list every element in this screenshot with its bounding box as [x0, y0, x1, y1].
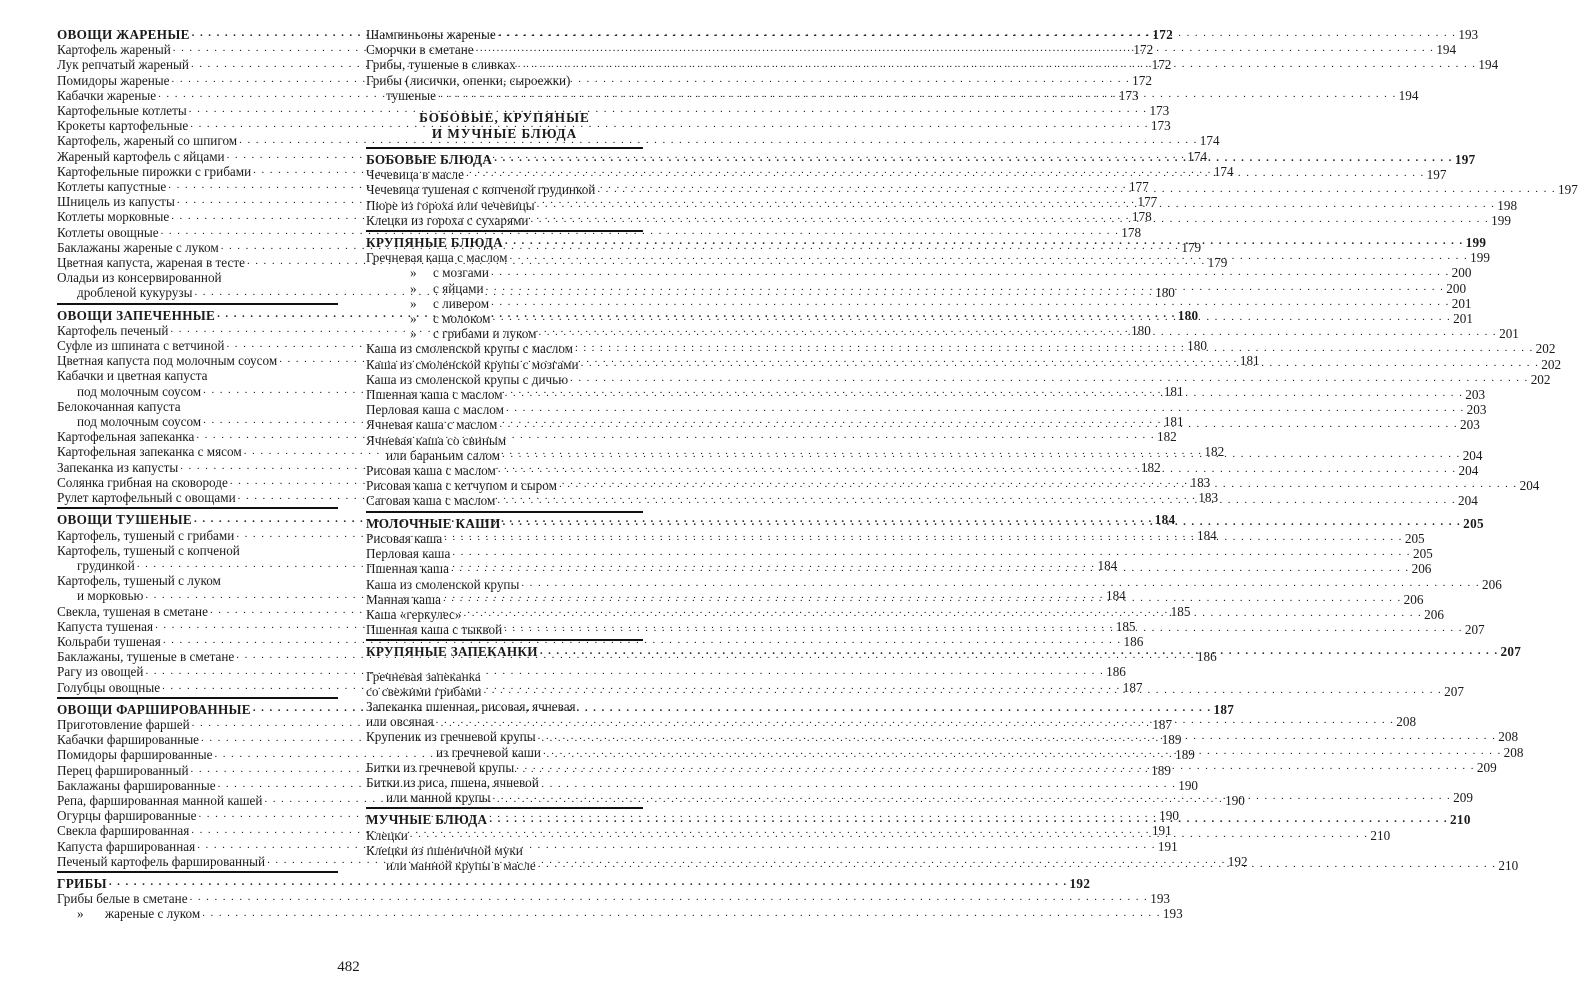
entry-title: Ячневая каша с маслом [366, 417, 498, 433]
heading-title: МОЛОЧНЫЕ КАШИ [366, 515, 501, 531]
page-ref: 181 [1239, 353, 1260, 369]
entry-title: с молоком [433, 311, 491, 327]
page-ref: 202 [1541, 356, 1562, 372]
leader-dots [503, 516, 1462, 531]
toc-entry[interactable] [57, 633, 1144, 649]
entry-title: Пшенная каша [366, 561, 449, 577]
entry-title: Картофельные пирожки с грибами [57, 163, 252, 179]
entry-text-line: Гречневая запеканка [366, 668, 481, 684]
heading-title: КРУПЯНЫЕ БЛЮДА [366, 235, 503, 251]
entry-text-line: Картофель, тушеный с луком [57, 573, 221, 589]
entry-title: Кабачки жареные [57, 87, 157, 103]
page-ref: 209 [1453, 790, 1473, 806]
page-ref: 173 [1118, 87, 1139, 103]
page-ref: 205 [1412, 546, 1433, 562]
toc-entry[interactable] [57, 224, 1142, 240]
page-ref: 189 [1151, 762, 1171, 778]
leader-dots [491, 296, 1450, 311]
page-ref: 174 [1199, 133, 1220, 149]
leader-dots [444, 531, 1403, 546]
entry-title: Огурцы фаршированные [57, 808, 197, 824]
entry-title: Каша из смоленской крупы с маслом [366, 341, 574, 357]
heading-title: ОВОЩИ ТУШЕНЫЕ [57, 512, 193, 528]
entry-title: или манной крупы в масле [386, 857, 536, 873]
entry-title: Жареный картофель с яйцами [57, 148, 225, 164]
entry-title: Запеканка из капусты [57, 459, 179, 475]
entry-text-line: Клецки из пшеничной муки [366, 842, 523, 858]
entry-title: Котлеты морковные [57, 209, 170, 225]
entry-title: или манной крупы [386, 790, 491, 806]
page-ref: 205 [1463, 515, 1484, 531]
ditto-mark: » [410, 326, 417, 342]
entry-title: Цветная капуста, жареная в тесте [57, 255, 245, 271]
page-ref: 204 [1462, 447, 1483, 463]
leader-dots [505, 387, 1464, 402]
leader-dots [543, 745, 1502, 763]
leader-dots [493, 311, 1452, 326]
entry-title: под молочным соусом [77, 414, 202, 430]
page-ref: 187 [1152, 716, 1173, 732]
entry-title: Перец фаршированный [57, 762, 189, 778]
leader-dots [493, 790, 1452, 805]
page-ref: 207 [1500, 644, 1522, 660]
page-ref: 178 [1121, 224, 1142, 240]
page-ref: 201 [1499, 326, 1519, 342]
heading-title: ОВОЩИ ЖАРЕНЫЕ [57, 27, 190, 42]
leader-dots [499, 418, 1458, 433]
leader-dots [109, 876, 1068, 891]
page-ref: 204 [1458, 463, 1479, 479]
leader-dots [516, 760, 1475, 775]
entry-title: грудинкой [77, 557, 135, 573]
leader-dots [410, 828, 1369, 843]
page-ref: 210 [1498, 857, 1519, 873]
page-ref: 180 [1177, 307, 1199, 323]
page-ref: 184 [1105, 588, 1126, 604]
entry-title: Перловая каша [366, 546, 451, 562]
page-ref: 203 [1465, 387, 1486, 403]
heading-title: БОБОВЫЕ БЛЮДА [366, 152, 493, 168]
entry-title: Баклажаны, тушеные в сметане [57, 649, 235, 665]
leader-dots [506, 402, 1465, 417]
entry-title: Баклажаны фаршированные [57, 777, 216, 793]
entry-title: Печеный картофель фаршированный [57, 853, 266, 869]
entry-title: с яйцами [433, 280, 484, 296]
part-title [366, 110, 643, 141]
entry-text-line: Битки из риса, пшена, ячневой [366, 774, 539, 790]
page-ref: 182 [1156, 429, 1177, 445]
page-ref: 183 [1190, 474, 1211, 490]
heading-title: ОВОЩИ ЗАПЕЧЕННЫЕ [57, 307, 216, 323]
page-ref: 190 [1225, 792, 1245, 808]
page-ref: 172 [1152, 27, 1174, 42]
entry-text-line: Запеканка пшенная, рисовая, ячневая [366, 698, 576, 714]
ditto-mark: » [77, 906, 84, 922]
leader-dots [464, 607, 1423, 622]
entry-title: Рисовая каша с кетчупом и сыром [366, 478, 557, 494]
leader-dots [452, 546, 1411, 561]
page-ref: 178 [1131, 209, 1152, 225]
leader-dots [172, 73, 1131, 88]
entry-title: Рулет картофельный с овощами [57, 490, 236, 506]
entry-title: Шницель из капусты [57, 194, 175, 210]
page-ref: 203 [1466, 402, 1487, 418]
heading-title: ОВОЩИ ФАРШИРОВАННЫЕ [57, 701, 251, 717]
page-ref: 179 [1181, 239, 1202, 255]
page-ref: 187 [1122, 679, 1143, 695]
page-ref: 193 [1150, 891, 1170, 907]
leader-dots [559, 478, 1518, 493]
entry-title: Манная каша [366, 591, 441, 607]
entry-text-line: Оладьи из консервированной [57, 270, 222, 286]
leader-dots [491, 266, 1450, 281]
part-title-line: И МУЧНЫЕ БЛЮДА [431, 125, 578, 141]
entry-title: Картофель, тушеный с грибами [57, 527, 235, 543]
page-ref: 184 [1097, 557, 1118, 573]
entry-title: Репа, фаршированная манной кашей [57, 792, 263, 808]
heading-title: ГРИБЫ [57, 875, 107, 891]
leader-dots [443, 592, 1402, 607]
page-ref: 181 [1163, 383, 1184, 399]
page-ref: 206 [1411, 561, 1432, 577]
entry-title: Крокеты картофельные [57, 118, 189, 134]
entry-title: или бараньим салом [386, 447, 501, 463]
leader-dots [466, 167, 1425, 182]
entry-title: Котлеты овощные [57, 224, 159, 240]
page-ref: 199 [1465, 235, 1487, 251]
entry-title: Помидоры фаршированные [57, 747, 213, 763]
toc-entry[interactable] [366, 371, 1551, 387]
leader-dots [530, 213, 1489, 228]
page-ref: 193 [1162, 906, 1183, 922]
entry-title: Клецки из гороха с сухарями [366, 212, 529, 228]
entry-title: Грибы белые в сметане [57, 891, 188, 907]
page-ref: 202 [1535, 341, 1556, 357]
page-ref: 199 [1470, 250, 1490, 266]
leader-dots [540, 645, 1499, 660]
page-ref: 190 [1159, 808, 1179, 824]
page-ref: 208 [1503, 744, 1524, 760]
entry-title: Рисовая каша с маслом [366, 463, 496, 479]
entry-text-line: Ячневая каша со свиным [366, 432, 507, 448]
leader-dots [489, 813, 1448, 828]
entry-text-line: Грибы (лисички, опенки, сыроежки) [366, 72, 571, 88]
leader-dots [581, 357, 1540, 372]
page-ref: 207 [1444, 683, 1464, 699]
entry-title: Пюре из гороха или чечевицы [366, 197, 535, 213]
leader-dots [202, 907, 1161, 922]
page-ref: 181 [1163, 414, 1184, 430]
page-ref: 185 [1115, 618, 1136, 634]
entry-title: Сморчки в сметане [366, 42, 474, 58]
entry-title: Картофель печеный [57, 322, 169, 338]
ditto-mark: » [410, 280, 417, 296]
page-ref: 189 [1175, 747, 1195, 763]
page-ref: 208 [1396, 714, 1417, 730]
entry-title: с ливером [433, 295, 490, 311]
leader-dots [597, 183, 1556, 198]
toc-entry[interactable] [57, 906, 1183, 922]
entry-title: или овсяная [366, 714, 434, 730]
leader-dots [521, 577, 1480, 592]
leader-dots [505, 235, 1464, 250]
entry-title: Шампиньоны жареные [366, 27, 496, 42]
page-ref: 209 [1476, 759, 1497, 775]
entry-title: Лук репчатый жареный [57, 57, 189, 73]
entry-title: Картофельная запеканка с мясом [57, 444, 242, 460]
page-number: 482 [337, 959, 360, 975]
leader-dots [436, 714, 1395, 729]
page-ref: 199 [1491, 212, 1511, 228]
page-ref: 174 [1187, 148, 1208, 164]
leader-dots [538, 858, 1497, 873]
entry-title: Суфле из шпината с ветчиной [57, 338, 225, 354]
leader-dots [538, 730, 1497, 748]
page-ref: 194 [1398, 87, 1419, 103]
leader-dots [538, 326, 1497, 341]
leader-dots [486, 281, 1445, 296]
page-ref: 180 [1187, 338, 1207, 354]
entry-title: Рагу из овощей [57, 664, 144, 680]
entry-title: Капуста фаршированная [57, 838, 196, 854]
page-ref: 207 [1464, 622, 1485, 638]
leader-dots [484, 684, 1443, 699]
page-ref: 174 [1213, 163, 1234, 179]
entry-title: Рисовая каша [366, 530, 443, 546]
leader-dots [438, 88, 1397, 103]
page-ref: 186 [1196, 649, 1217, 665]
page-ref: 208 [1498, 729, 1519, 745]
entry-title: Картофель жареный [57, 42, 171, 58]
toc-entry[interactable] [366, 265, 1472, 281]
leader-dots [190, 891, 1149, 906]
toc-entry[interactable] [57, 891, 1170, 907]
entry-title: под молочным соусом [77, 383, 202, 399]
entry-title: тушеные [386, 87, 436, 103]
entry-title: Помидоры жареные [57, 72, 170, 88]
page-ref: 197 [1454, 152, 1476, 168]
entry-title: Картофельная запеканка [57, 429, 195, 445]
page-ref: 172 [1151, 57, 1172, 73]
page-ref: 197 [1558, 182, 1578, 198]
page-ref: 210 [1370, 827, 1391, 843]
leader-dots [494, 152, 1453, 167]
page-ref: 200 [1446, 280, 1467, 296]
leader-dots [504, 622, 1463, 637]
toc-entry[interactable] [366, 295, 1472, 311]
leader-dots [497, 494, 1456, 509]
page-ref: 202 [1530, 371, 1551, 387]
page-ref: 182 [1204, 444, 1225, 460]
leader-dots [498, 463, 1457, 478]
page-ref: 184 [1154, 512, 1176, 528]
entry-text-line: Кабачки и цветная капуста [57, 368, 208, 384]
page-ref: 191 [1157, 838, 1178, 854]
entry-text-line: Белокочанная капуста [57, 398, 181, 414]
page-ref: 193 [1458, 27, 1479, 42]
entry-title: и морковью [77, 588, 144, 604]
entry-text-line: Картофель, тушеный с копченой [57, 542, 240, 558]
entry-title: Кабачки фаршированные [57, 732, 200, 748]
entry-title: Цветная капуста под молочным соусом [57, 353, 278, 369]
page-ref: 194 [1478, 57, 1499, 73]
entry-title: Голубцы овощные [57, 679, 161, 695]
entry-title: Картофельные котлеты [57, 103, 187, 119]
entry-title: с мозгами [433, 265, 489, 281]
entry-title: Каша «геркулес» [366, 606, 462, 622]
heading-title: КРУПЯНЫЕ ЗАПЕКАНКИ [366, 644, 538, 660]
entry-title: Битки из гречневой крупы [366, 759, 515, 775]
page-ref: 182 [1140, 459, 1161, 475]
entry-title: жареные с луком [105, 906, 201, 922]
page-ref: 206 [1424, 606, 1444, 622]
page-ref: 210 [1450, 812, 1471, 828]
page-ref: 205 [1404, 530, 1425, 546]
entry-title: Грибы, тушеные в сливках [366, 57, 516, 73]
page-ref: 192 [1069, 875, 1091, 891]
entry-title: Каша из смоленской крупы с дичью [366, 371, 569, 387]
ditto-mark: » [410, 265, 417, 281]
entry-title: Котлеты капустные [57, 179, 167, 195]
entry-title: с грибами и луком [433, 326, 537, 342]
entry-title: Саговая каша с маслом [366, 493, 496, 509]
leader-dots [451, 562, 1410, 577]
leader-dots [190, 118, 1149, 133]
entry-title: со свежими грибами [366, 683, 482, 699]
entry-title: Свекла фаршированная [57, 823, 190, 839]
ditto-mark: » [410, 311, 417, 327]
page-ref: 200 [1451, 265, 1472, 281]
page-ref: 173 [1150, 118, 1171, 134]
leader-dots [570, 372, 1529, 387]
part-title-line: БОБОВЫЕ, КРУПЯНЫЕ [419, 110, 590, 126]
leader-dots [502, 448, 1461, 463]
leader-dots [189, 103, 1148, 118]
entry-title: Гречневая каша с маслом [366, 250, 508, 266]
page-ref: 177 [1137, 194, 1158, 210]
page-ref: 204 [1458, 493, 1478, 509]
page-ref: 203 [1460, 417, 1480, 433]
page-ref: 192 [1227, 853, 1248, 869]
section-heading[interactable] [57, 871, 1091, 891]
entry-title: Кольраби тушеная [57, 633, 161, 649]
entry-title: Чечевица в масле [366, 167, 464, 183]
page-ref: 206 [1482, 576, 1502, 592]
entry-title: дробленой кукурузы [77, 285, 193, 301]
leader-dots [537, 198, 1496, 213]
entry-title: Баклажаны жареные с луком [57, 239, 219, 255]
toc-entry[interactable] [366, 402, 1487, 418]
page-ref: 198 [1497, 197, 1518, 213]
leader-dots [476, 42, 1435, 57]
page-ref: 201 [1451, 295, 1472, 311]
leader-dots [575, 342, 1534, 357]
entry-title: Крупеник из гречневой крупы [366, 729, 536, 745]
page-ref: 180 [1131, 322, 1151, 338]
entry-title: Чечевица тушеная с копченой грудинкой [366, 182, 596, 198]
entry-title: Солянка грибная на сковороде [57, 474, 228, 490]
page-ref: 177 [1128, 179, 1149, 195]
entry-title: Перловая каша с маслом [366, 402, 504, 418]
ditto-mark: » [410, 295, 417, 311]
entry-title: Пшенная каша с маслом [366, 387, 503, 403]
entry-title: Приготовление фаршей [57, 716, 190, 732]
page-ref: 197 [1426, 167, 1447, 183]
entry-title: Свекла, тушеная в сметане [57, 603, 208, 619]
page-ref: 184 [1196, 527, 1217, 543]
entry-title: Картофель, жареный со шпигом [57, 133, 238, 149]
page-ref: 186 [1123, 633, 1144, 649]
leader-dots [509, 250, 1468, 265]
page-ref: 180 [1155, 285, 1175, 301]
page-ref: 191 [1151, 823, 1172, 839]
entry-title: Каша из смоленской крупы [366, 576, 520, 592]
page-ref: 185 [1170, 603, 1191, 619]
toc-entry[interactable] [366, 546, 1433, 562]
page-ref: 187 [1213, 701, 1235, 717]
entry-title: Пшенная каша с тыквой [366, 622, 503, 638]
page-ref: 173 [1149, 103, 1170, 119]
page-ref: 194 [1436, 42, 1457, 58]
entry-title: Клецки [366, 827, 408, 843]
page-ref: 201 [1453, 311, 1473, 327]
page-ref: 206 [1403, 591, 1424, 607]
page-ref: 183 [1198, 490, 1219, 506]
page-ref: 186 [1106, 664, 1126, 680]
page-ref: 189 [1161, 732, 1182, 748]
entry-title: Каша из смоленской крупы с мозгами [366, 356, 579, 372]
entry-title: Капуста тушеная [57, 618, 154, 634]
heading-title: МУЧНЫЕ БЛЮДА [366, 812, 488, 828]
page-ref: 204 [1519, 478, 1540, 494]
toc-entry[interactable] [366, 576, 1502, 592]
page-ref: 190 [1178, 777, 1199, 793]
entry-title: из гречневой каши [436, 744, 541, 760]
page-ref: 172 [1132, 72, 1152, 88]
leader-dots [498, 27, 1457, 42]
leader-dots [518, 58, 1477, 73]
page-ref: 179 [1207, 255, 1228, 271]
page-ref: 172 [1133, 42, 1154, 58]
